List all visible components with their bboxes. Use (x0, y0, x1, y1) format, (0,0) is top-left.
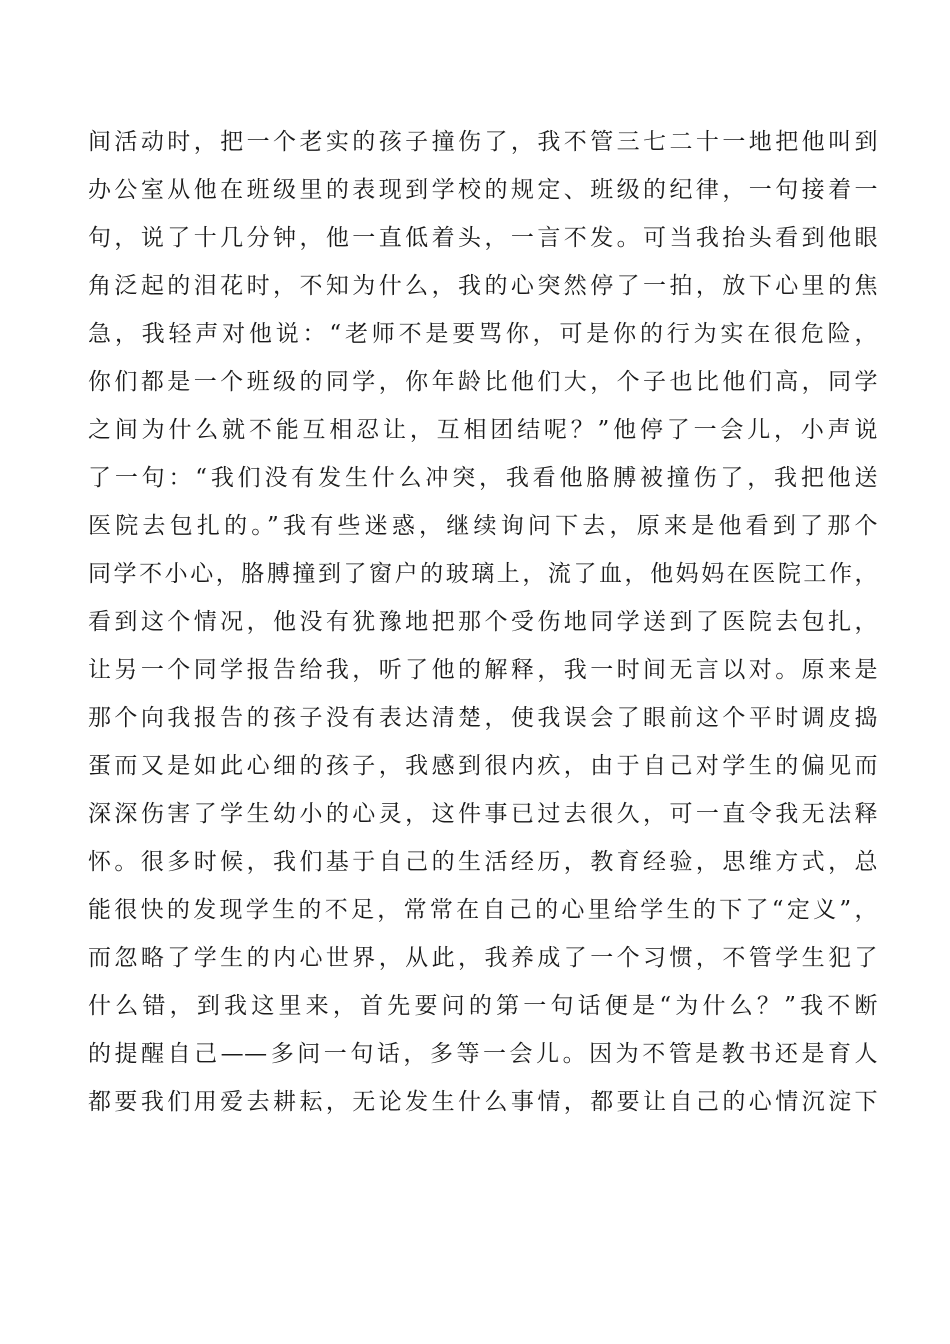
text-line: 蛋而又是如此心细的孩子，我感到很内疚，由于自己对学生的偏见而 (88, 753, 878, 779)
text-line: 急，我轻声对他说：“老师不是要骂你，可是你的行为实在很危险， (88, 321, 878, 347)
text-line: 那个向我报告的孩子没有表达清楚，使我误会了眼前这个平时调皮捣 (88, 705, 878, 731)
text-line: 角泛起的泪花时，不知为什么，我的心突然停了一拍，放下心里的焦 (88, 273, 878, 299)
body-text (88, 118, 878, 1126)
text-line: 怀。很多时候，我们基于自己的生活经历，教育经验，思维方式，总 (88, 849, 878, 875)
text-line: 间活动时，把一个老实的孩子撞伤了，我不管三七二十一地把他叫到 (88, 129, 878, 155)
text-line: 看到这个情况，他没有犹豫地把那个受伤地同学送到了医院去包扎， (88, 609, 878, 635)
text-line: 让另一个同学报告给我，听了他的解释，我一时间无言以对。原来是 (88, 657, 878, 683)
text-line: 能很快的发现学生的不足，常常在自己的心里给学生的下了“定义”， (88, 897, 878, 923)
text-line: 的提醒自己——多问一句话，多等一会儿。因为不管是教书还是育人 (88, 1041, 878, 1067)
text-line: 都要我们用爱去耕耘，无论发生什么事情，都要让自己的心情沉淀下 (88, 1089, 878, 1115)
text-line: 什么错，到我这里来，首先要问的第一句话便是“为什么？”我不断 (88, 993, 878, 1019)
text-line: 同学不小心，胳膊撞到了窗户的玻璃上，流了血，他妈妈在医院工作， (88, 561, 878, 587)
text-line: 深深伤害了学生幼小的心灵，这件事已过去很久，可一直令我无法释 (88, 801, 878, 827)
text-line: 你们都是一个班级的同学，你年龄比他们大，个子也比他们高，同学 (88, 369, 878, 395)
text-line: 了一句：“我们没有发生什么冲突，我看他胳膊被撞伤了，我把他送 (88, 465, 878, 491)
text-line: 办公室从他在班级里的表现到学校的规定、班级的纪律，一句接着一 (88, 177, 878, 203)
text-line: 医院去包扎的。”我有些迷惑，继续询问下去，原来是他看到了那个 (88, 513, 878, 539)
text-line: 而忽略了学生的内心世界，从此，我养成了一个习惯，不管学生犯了 (88, 945, 878, 971)
text-line: 之间为什么就不能互相忍让，互相团结呢？”他停了一会儿，小声说 (88, 417, 878, 443)
text-line: 句，说了十几分钟，他一直低着头，一言不发。可当我抬头看到他眼 (88, 225, 878, 251)
